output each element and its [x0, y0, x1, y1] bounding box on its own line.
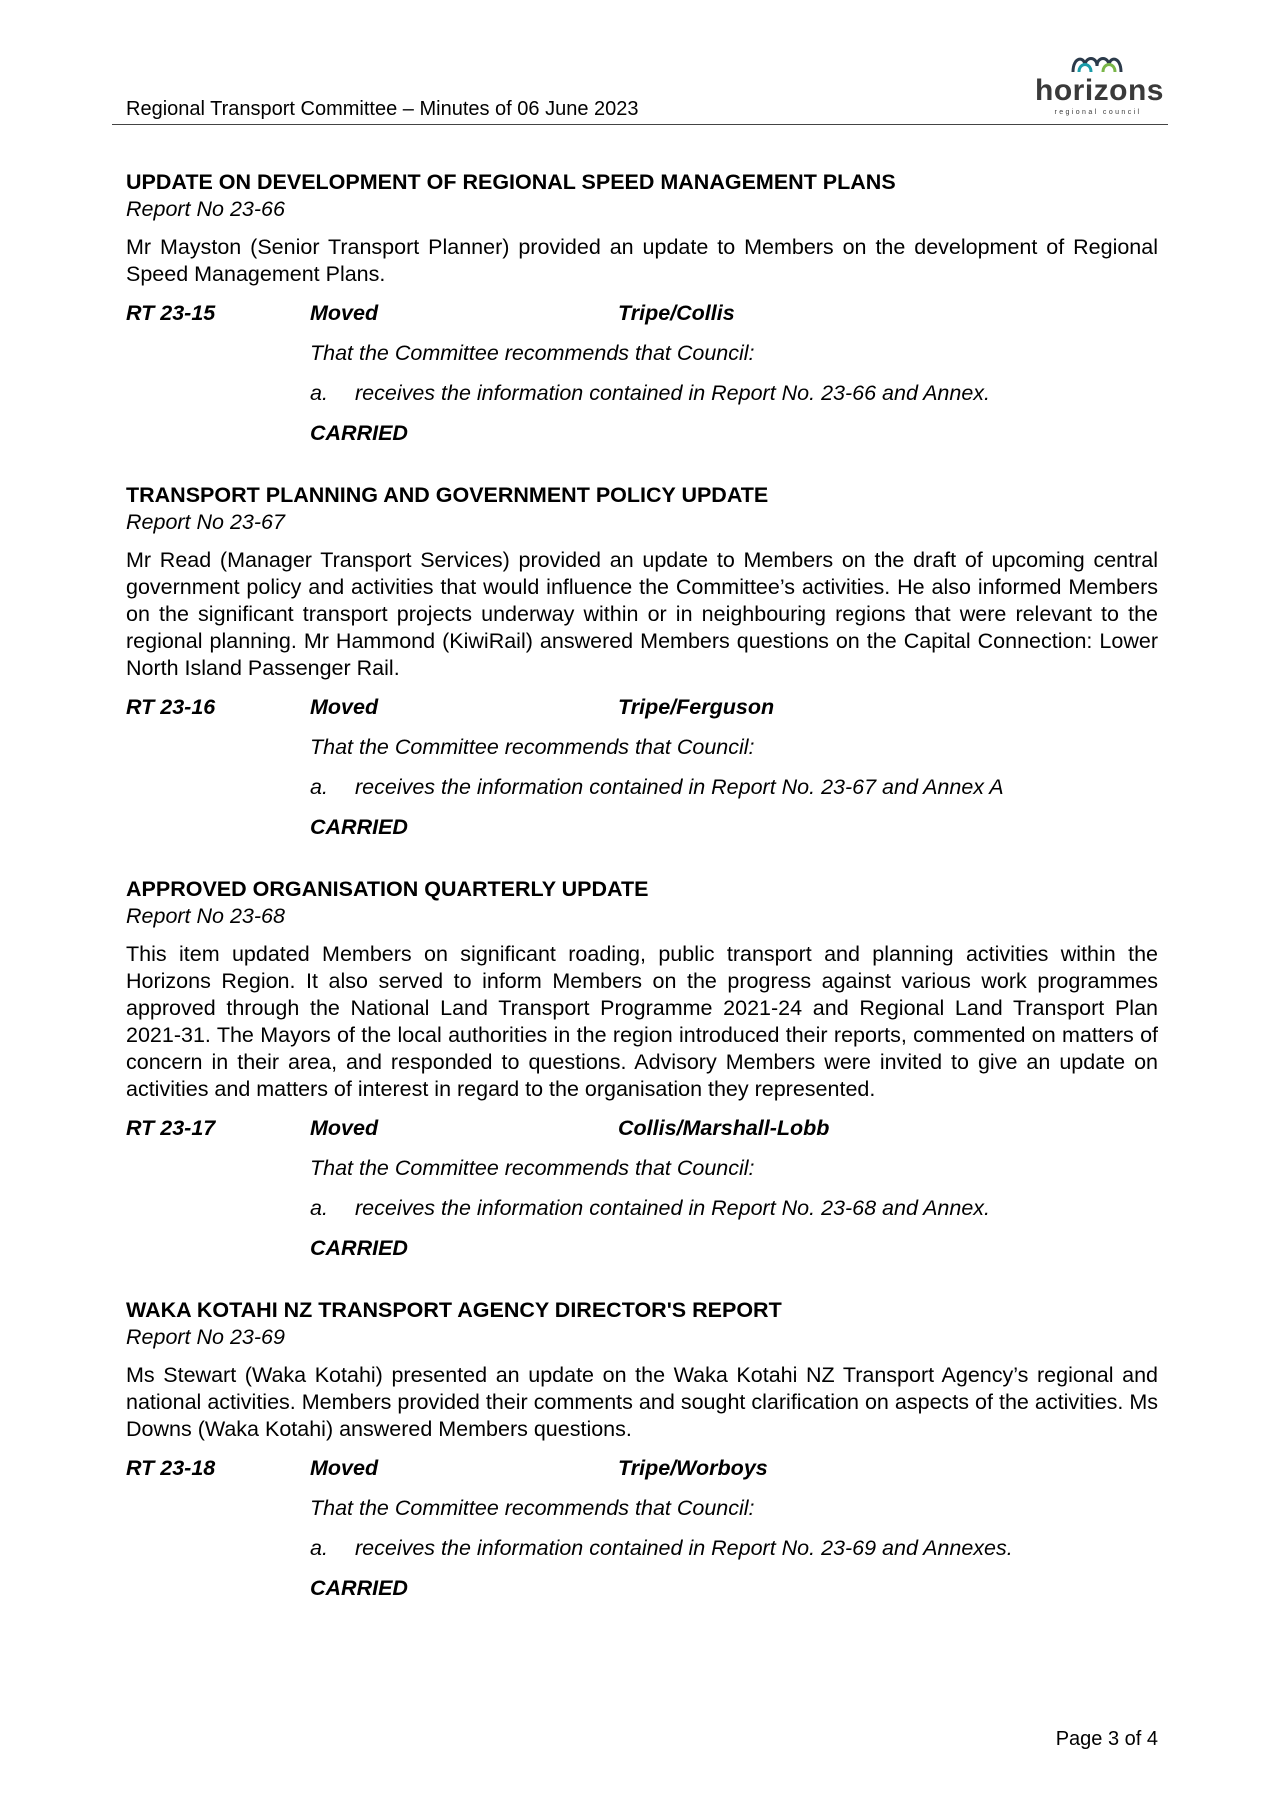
motion-result: CARRIED: [310, 1576, 408, 1600]
resolution-code: RT 23-17: [126, 1116, 216, 1140]
resolution-item: [310, 774, 1158, 801]
recommendation-text: That the Committee recommends that Council:: [310, 1496, 755, 1520]
movers: Tripe/Ferguson: [618, 695, 775, 719]
moved-label: Moved: [310, 301, 379, 325]
resolution-code: RT 23-16: [126, 695, 216, 719]
logo-waves-icon: [1069, 48, 1125, 76]
item-text: receives the information contained in Report No. 23-69 and Annexes.: [355, 1536, 1013, 1560]
agenda-section: [126, 169, 1158, 447]
header-divider: [112, 124, 1168, 125]
agenda-section: [126, 876, 1158, 1262]
resolution-item: [310, 1535, 1158, 1562]
section-body: Mr Mayston (Senior Transport Planner) provided an update to Members on the development of Regional Speed Management Plans.: [126, 235, 1158, 286]
report-number: Report No 23-67: [126, 510, 285, 534]
resolution-item: [310, 1195, 1158, 1222]
movers: Collis/Marshall-Lobb: [618, 1116, 830, 1140]
motion-header: [126, 1455, 1158, 1482]
section-title: APPROVED ORGANISATION QUARTERLY UPDATE: [126, 877, 649, 901]
item-text: receives the information contained in Report No. 23-68 and Annex.: [355, 1196, 991, 1220]
movers: Tripe/Collis: [618, 301, 735, 325]
logo-wordmark: horizons: [1035, 74, 1164, 107]
horizons-logo: [1035, 48, 1164, 120]
agenda-section: [126, 482, 1158, 841]
item-letter: a.: [310, 381, 328, 405]
recommendation-text: That the Committee recommends that Council:: [310, 735, 755, 759]
moved-label: Moved: [310, 1456, 379, 1480]
section-body: Ms Stewart (Waka Kotahi) presented an update on the Waka Kotahi NZ Transport Agency’s regional and national activities. Members provided their comments and sought clarification on aspects of the activities. Ms Downs (Waka Kotahi) answered Members questions.: [126, 1363, 1158, 1441]
resolution-code: RT 23-15: [126, 301, 216, 325]
motion-result: CARRIED: [310, 421, 408, 445]
report-number: Report No 23-66: [126, 197, 285, 221]
item-letter: a.: [310, 1196, 328, 1220]
resolution-item: [310, 380, 1158, 407]
movers: Tripe/Worboys: [618, 1456, 768, 1480]
item-letter: a.: [310, 1536, 328, 1560]
section-title: TRANSPORT PLANNING AND GOVERNMENT POLICY UPDATE: [126, 483, 769, 507]
section-title: WAKA KOTAHI NZ TRANSPORT AGENCY DIRECTOR'S REPORT: [126, 1298, 782, 1322]
motion-header: [126, 694, 1158, 721]
recommendation-text: That the Committee recommends that Council:: [310, 341, 755, 365]
page-number: Page 3 of 4: [1055, 1728, 1158, 1750]
item-text: receives the information contained in Report No. 23-67 and Annex A: [355, 775, 1004, 799]
document-title: Regional Transport Committee – Minutes of 06 June 2023: [126, 98, 639, 120]
recommendation-text: That the Committee recommends that Council:: [310, 1156, 755, 1180]
resolution-code: RT 23-18: [126, 1456, 216, 1480]
section-body: Mr Read (Manager Transport Services) provided an update to Members on the draft of upcoming central government policy and activities that would influence the Committee’s activities. He also informed Members on the significant transport projects underway within or in neighbouring regions that were relevant to the regional planning. Mr Hammond (KiwiRail) answered Members questions on the Capital Connection: Lower North Island Passenger Rail.: [126, 548, 1158, 680]
motion-result: CARRIED: [310, 815, 408, 839]
moved-label: Moved: [310, 1116, 379, 1140]
section-title: UPDATE ON DEVELOPMENT OF REGIONAL SPEED MANAGEMENT PLANS: [126, 170, 896, 194]
report-number: Report No 23-68: [126, 904, 285, 928]
motion-header: [126, 1115, 1158, 1142]
agenda-section: [126, 1297, 1158, 1602]
logo-subtext: regional council: [1054, 109, 1142, 116]
motion-header: [126, 300, 1158, 327]
motion-result: CARRIED: [310, 1236, 408, 1260]
item-text: receives the information contained in Report No. 23-66 and Annex.: [355, 381, 991, 405]
minutes-content: [126, 169, 1158, 1637]
section-body: This item updated Members on significant roading, public transport and planning activities within the Horizons Region. It also served to inform Members on the progress against various work programmes approved through the National Land Transport Programme 2021-24 and Regional Land Transport Plan 2021-31. The Mayors of the local authorities in the region introduced their reports, commented on matters of concern in their area, and responded to questions. Advisory Members were invited to give an update on activities and matters of interest in regard to the organisation they represented.: [126, 942, 1158, 1101]
moved-label: Moved: [310, 695, 379, 719]
item-letter: a.: [310, 775, 328, 799]
report-number: Report No 23-69: [126, 1325, 285, 1349]
